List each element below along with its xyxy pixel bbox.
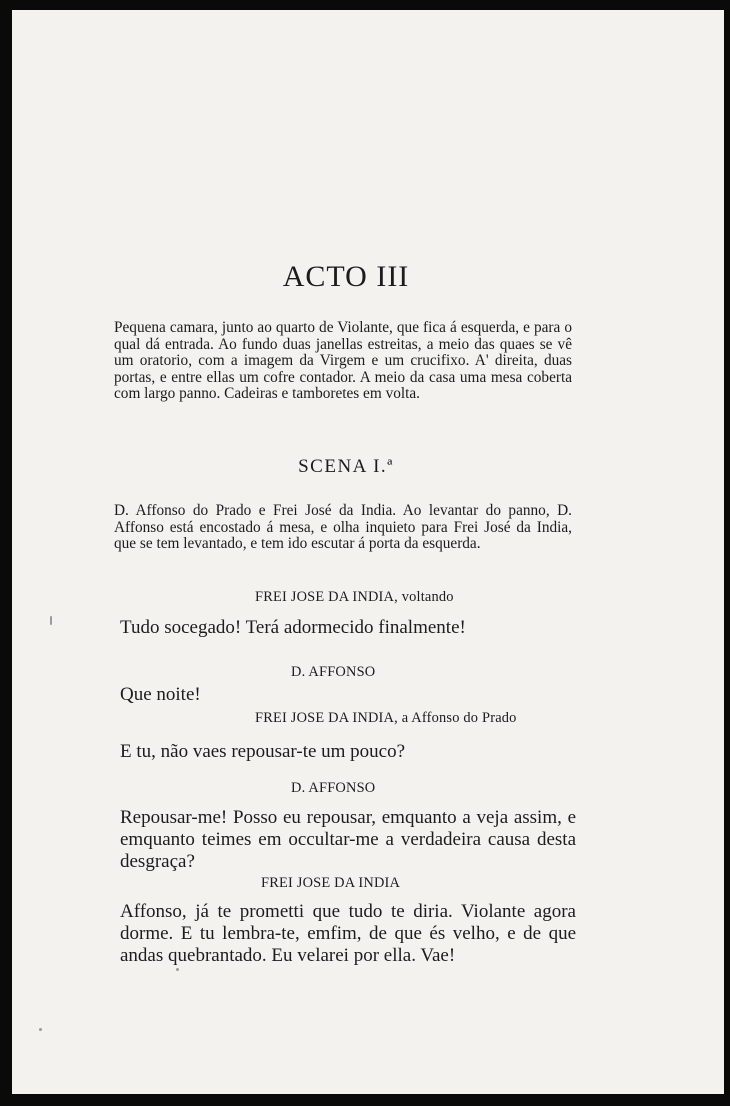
speaker-heading xyxy=(291,779,375,797)
book-page xyxy=(12,10,724,1094)
speaker-direction: , voltando xyxy=(394,589,454,605)
act-title: ACTO III xyxy=(282,260,410,293)
speaker-name: D. AFFONSO xyxy=(291,664,376,680)
scene-stage-direction: D. Affonso do Prado e Frei José da India. Ao levantar do panno, D. Affonso está encostado á mesa, e olha inquieto para Frei José da India, que se tem levantado, e tem ido escutar á porta da esquerda. xyxy=(114,502,572,552)
dialogue-line: Affonso, já te prometti que tudo te diria. Violante agora dorme. E tu lembra-te, emfim, de que és velho, e de que andas quebrantado. Eu velarei por ella. Vae! xyxy=(120,901,576,966)
print-speck xyxy=(39,1028,42,1031)
speaker-heading xyxy=(255,709,517,727)
print-speck xyxy=(176,968,179,971)
act-stage-direction: Pequena camara, junto ao quarto de Violante, que fica á esquerda, e para o qual dá entrada. Ao fundo duas janellas estreitas, a meio das quaes se vê um oratorio, com a imagem da Virgem e um crucifixo. A' direita, duas portas, e entre ellas um cofre contador. A meio da casa uma mesa coberta com largo panno. Cadeiras e tamboretes em volta. xyxy=(114,319,572,402)
dialogue-line: Repousar-me! Posso eu repousar, emquanto a veja assim, e emquanto teimes em occultar-me a verdadeira causa desta desgraça? xyxy=(120,807,576,872)
dialogue-line: E tu, não vaes repousar-te um pouco? xyxy=(120,741,406,762)
speaker-name: FREI JOSE DA INDIA xyxy=(255,710,395,726)
speaker-heading xyxy=(255,588,454,606)
print-speck xyxy=(50,616,52,625)
speaker-name: FREI JOSE DA INDIA xyxy=(261,875,401,891)
speaker-name: D. AFFONSO xyxy=(291,780,376,796)
speaker-heading xyxy=(291,663,375,681)
speaker-name: FREI JOSE DA INDIA xyxy=(255,589,395,605)
speaker-heading xyxy=(261,874,400,892)
dialogue-line: Tudo socegado! Terá adormecido finalmente! xyxy=(120,617,466,638)
scene-title: SCENA I.ª xyxy=(298,456,394,477)
dialogue-line: Que noite! xyxy=(120,684,201,705)
speaker-direction: , a Affonso do Prado xyxy=(394,710,517,726)
